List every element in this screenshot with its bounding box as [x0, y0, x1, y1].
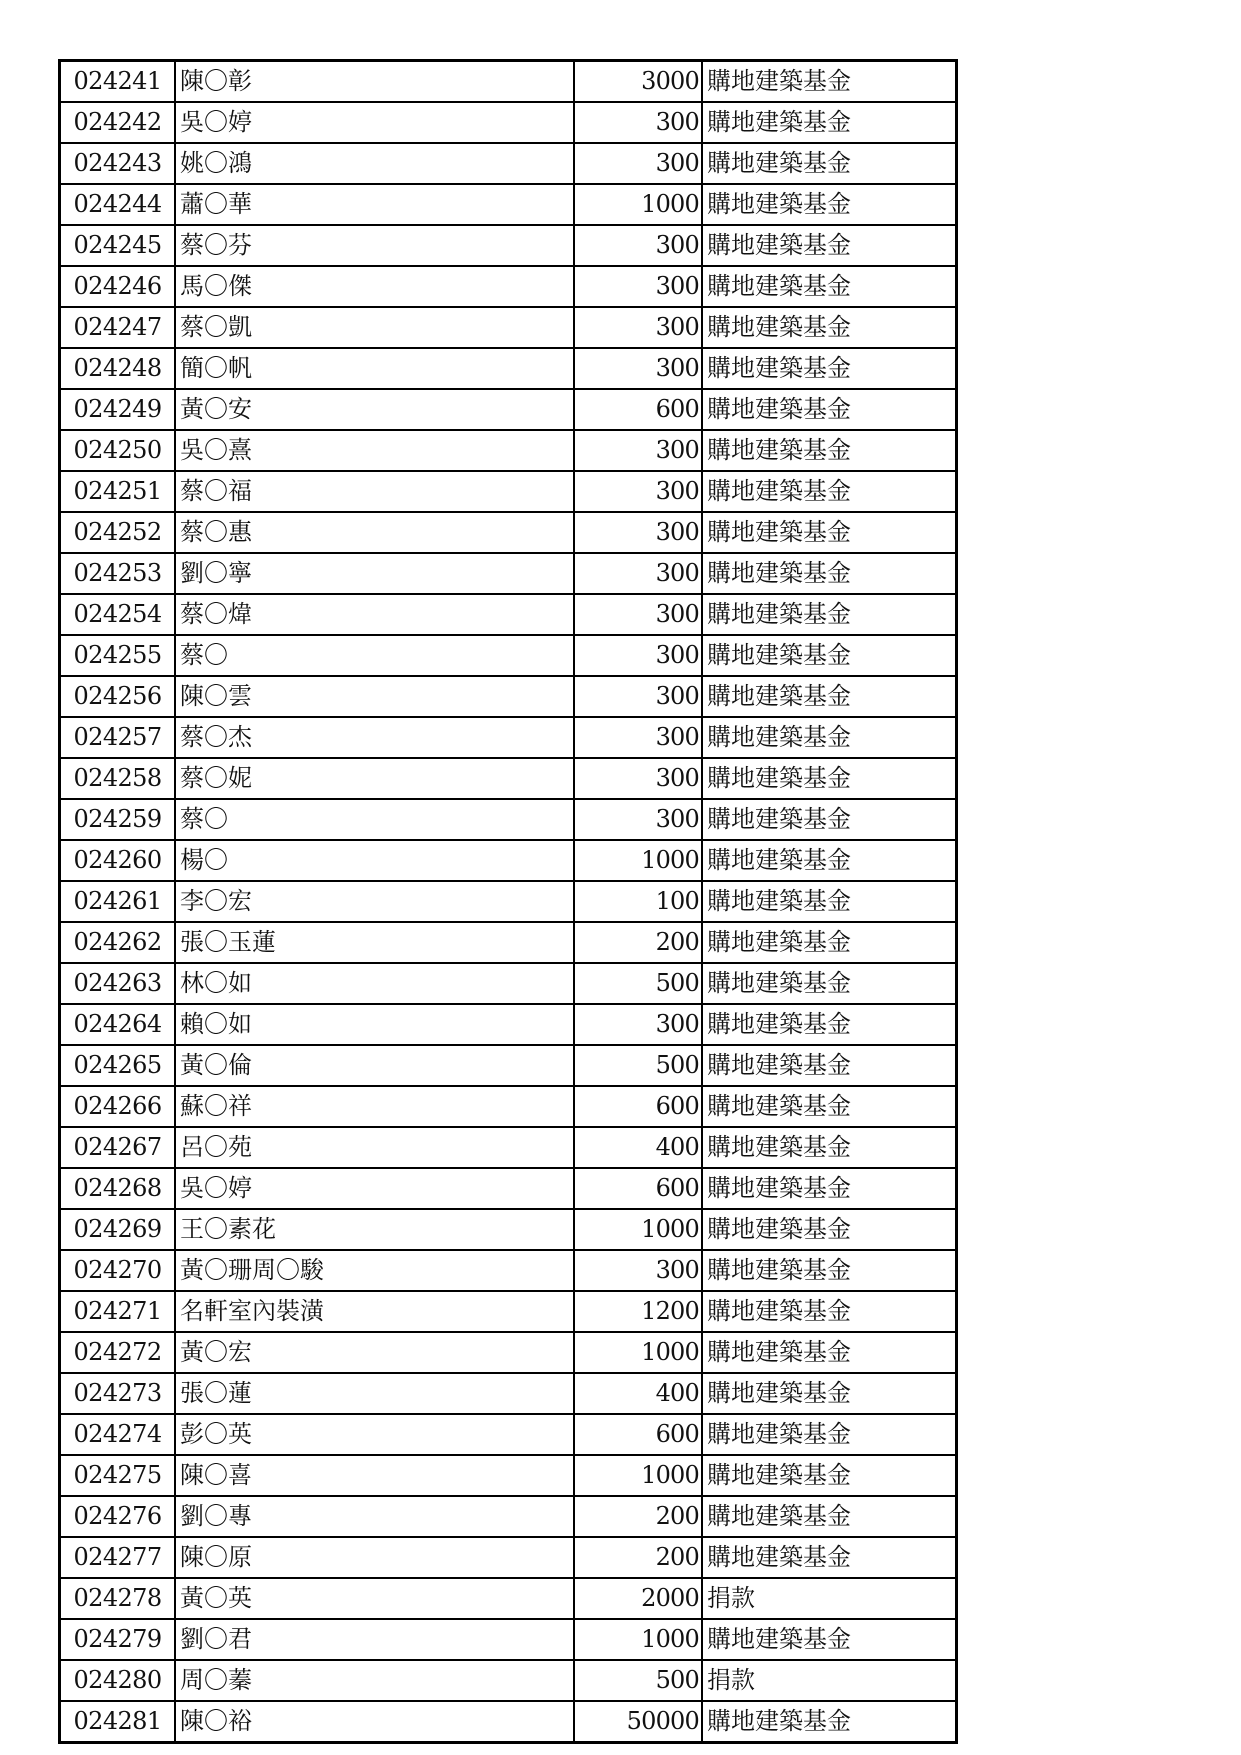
donation-purpose-cell: 購地建築基金: [702, 389, 957, 430]
donation-amount-cell: 300: [574, 471, 702, 512]
table-row: [60, 1291, 957, 1332]
table-row: [60, 1168, 957, 1209]
donation-amount-cell: 300: [574, 102, 702, 143]
donation-purpose-cell: 捐款: [702, 1660, 957, 1701]
receipt-number-cell: 024250: [60, 430, 176, 471]
donation-purpose-cell: 購地建築基金: [702, 799, 957, 840]
table-row: [60, 922, 957, 963]
donor-name-cell: 蔡〇福: [175, 471, 574, 512]
donor-name-cell: 李〇宏: [175, 881, 574, 922]
donor-name-cell: 馬〇傑: [175, 266, 574, 307]
table-row: [60, 1373, 957, 1414]
donation-purpose-cell: 購地建築基金: [702, 102, 957, 143]
donation-amount-cell: 600: [574, 1086, 702, 1127]
donation-amount-cell: 1000: [574, 1455, 702, 1496]
donation-purpose-cell: 購地建築基金: [702, 471, 957, 512]
donation-purpose-cell: 購地建築基金: [702, 61, 957, 103]
table-row: [60, 1578, 957, 1619]
table-row: [60, 1332, 957, 1373]
donor-name-cell: 蔡〇惠: [175, 512, 574, 553]
donation-purpose-cell: 購地建築基金: [702, 225, 957, 266]
donor-name-cell: 陳〇彰: [175, 61, 574, 103]
donation-amount-cell: 300: [574, 225, 702, 266]
receipt-number-cell: 024247: [60, 307, 176, 348]
receipt-number-cell: 024273: [60, 1373, 176, 1414]
donation-amount-cell: 300: [574, 348, 702, 389]
receipt-number-cell: 024281: [60, 1701, 176, 1743]
donation-amount-cell: 1000: [574, 840, 702, 881]
receipt-number-cell: 024277: [60, 1537, 176, 1578]
donation-purpose-cell: 購地建築基金: [702, 1250, 957, 1291]
donation-amount-cell: 1000: [574, 1619, 702, 1660]
donation-purpose-cell: 購地建築基金: [702, 840, 957, 881]
donation-amount-cell: 300: [574, 1004, 702, 1045]
donor-name-cell: 蔡〇煒: [175, 594, 574, 635]
donation-amount-cell: 50000: [574, 1701, 702, 1743]
donation-amount-cell: 2000: [574, 1578, 702, 1619]
donation-amount-cell: 400: [574, 1373, 702, 1414]
donation-amount-cell: 300: [574, 266, 702, 307]
table-row: [60, 266, 957, 307]
table-row: [60, 471, 957, 512]
receipt-number-cell: 024264: [60, 1004, 176, 1045]
donation-purpose-cell: 購地建築基金: [702, 635, 957, 676]
table-row: [60, 1619, 957, 1660]
donor-name-cell: 吳〇熹: [175, 430, 574, 471]
donor-name-cell: 張〇玉蓮: [175, 922, 574, 963]
receipt-number-cell: 024243: [60, 143, 176, 184]
donor-name-cell: 楊〇: [175, 840, 574, 881]
receipt-number-cell: 024245: [60, 225, 176, 266]
donation-purpose-cell: 購地建築基金: [702, 553, 957, 594]
receipt-number-cell: 024276: [60, 1496, 176, 1537]
donation-purpose-cell: 購地建築基金: [702, 594, 957, 635]
receipt-number-cell: 024265: [60, 1045, 176, 1086]
receipt-number-cell: 024269: [60, 1209, 176, 1250]
donation-ledger-table: [58, 59, 958, 1744]
donation-purpose-cell: 購地建築基金: [702, 1004, 957, 1045]
donation-purpose-cell: 購地建築基金: [702, 1045, 957, 1086]
donor-name-cell: 黃〇珊周〇駿: [175, 1250, 574, 1291]
table-row: [60, 758, 957, 799]
receipt-number-cell: 024278: [60, 1578, 176, 1619]
table-row: [60, 1496, 957, 1537]
donation-amount-cell: 300: [574, 512, 702, 553]
donation-amount-cell: 300: [574, 799, 702, 840]
donation-amount-cell: 300: [574, 758, 702, 799]
receipt-number-cell: 024255: [60, 635, 176, 676]
receipt-number-cell: 024280: [60, 1660, 176, 1701]
donor-name-cell: 林〇如: [175, 963, 574, 1004]
donor-name-cell: 陳〇裕: [175, 1701, 574, 1743]
donation-purpose-cell: 購地建築基金: [702, 1086, 957, 1127]
donation-amount-cell: 200: [574, 1496, 702, 1537]
donation-purpose-cell: 購地建築基金: [702, 963, 957, 1004]
receipt-number-cell: 024259: [60, 799, 176, 840]
donation-purpose-cell: 購地建築基金: [702, 1619, 957, 1660]
donation-amount-cell: 300: [574, 635, 702, 676]
receipt-number-cell: 024262: [60, 922, 176, 963]
table-row: [60, 553, 957, 594]
receipt-number-cell: 024254: [60, 594, 176, 635]
donor-name-cell: 蔡〇妮: [175, 758, 574, 799]
table-row: [60, 348, 957, 389]
donor-name-cell: 蔡〇: [175, 799, 574, 840]
table-row: [60, 1701, 957, 1743]
donation-purpose-cell: 購地建築基金: [702, 1455, 957, 1496]
receipt-number-cell: 024258: [60, 758, 176, 799]
table-row: [60, 594, 957, 635]
donation-amount-cell: 1000: [574, 1332, 702, 1373]
receipt-number-cell: 024244: [60, 184, 176, 225]
table-row: [60, 307, 957, 348]
donation-purpose-cell: 購地建築基金: [702, 430, 957, 471]
donation-purpose-cell: 購地建築基金: [702, 1373, 957, 1414]
donation-amount-cell: 600: [574, 1414, 702, 1455]
donor-name-cell: 周〇蓁: [175, 1660, 574, 1701]
donation-purpose-cell: 購地建築基金: [702, 717, 957, 758]
donation-purpose-cell: 購地建築基金: [702, 881, 957, 922]
table-row: [60, 430, 957, 471]
table-row: [60, 1414, 957, 1455]
donation-purpose-cell: 購地建築基金: [702, 1496, 957, 1537]
donation-amount-cell: 300: [574, 553, 702, 594]
donor-name-cell: 劉〇君: [175, 1619, 574, 1660]
donor-name-cell: 陳〇原: [175, 1537, 574, 1578]
table-row: [60, 102, 957, 143]
receipt-number-cell: 024270: [60, 1250, 176, 1291]
donor-name-cell: 蕭〇華: [175, 184, 574, 225]
donation-amount-cell: 500: [574, 1045, 702, 1086]
receipt-number-cell: 024252: [60, 512, 176, 553]
donation-purpose-cell: 購地建築基金: [702, 922, 957, 963]
donation-amount-cell: 300: [574, 143, 702, 184]
receipt-number-cell: 024241: [60, 61, 176, 103]
donor-name-cell: 呂〇苑: [175, 1127, 574, 1168]
receipt-number-cell: 024256: [60, 676, 176, 717]
donation-purpose-cell: 購地建築基金: [702, 1414, 957, 1455]
table-row: [60, 1455, 957, 1496]
donation-purpose-cell: 購地建築基金: [702, 1127, 957, 1168]
receipt-number-cell: 024253: [60, 553, 176, 594]
donation-amount-cell: 500: [574, 1660, 702, 1701]
receipt-number-cell: 024249: [60, 389, 176, 430]
receipt-number-cell: 024242: [60, 102, 176, 143]
receipt-number-cell: 024279: [60, 1619, 176, 1660]
donation-amount-cell: 600: [574, 389, 702, 430]
donor-name-cell: 黃〇安: [175, 389, 574, 430]
donor-name-cell: 蔡〇芬: [175, 225, 574, 266]
donor-name-cell: 蘇〇祥: [175, 1086, 574, 1127]
donation-purpose-cell: 購地建築基金: [702, 307, 957, 348]
donation-purpose-cell: 購地建築基金: [702, 676, 957, 717]
donation-purpose-cell: 購地建築基金: [702, 1168, 957, 1209]
table-row: [60, 143, 957, 184]
table-row: [60, 1537, 957, 1578]
table-row: [60, 389, 957, 430]
donor-name-cell: 黃〇倫: [175, 1045, 574, 1086]
receipt-number-cell: 024248: [60, 348, 176, 389]
donor-name-cell: 蔡〇杰: [175, 717, 574, 758]
table-row: [60, 676, 957, 717]
donation-amount-cell: 300: [574, 676, 702, 717]
donation-purpose-cell: 購地建築基金: [702, 758, 957, 799]
table-row: [60, 1209, 957, 1250]
table-row: [60, 635, 957, 676]
receipt-number-cell: 024251: [60, 471, 176, 512]
donation-amount-cell: 200: [574, 922, 702, 963]
donor-name-cell: 賴〇如: [175, 1004, 574, 1045]
receipt-number-cell: 024271: [60, 1291, 176, 1332]
donation-purpose-cell: 購地建築基金: [702, 266, 957, 307]
donation-amount-cell: 3000: [574, 61, 702, 103]
donation-amount-cell: 600: [574, 1168, 702, 1209]
donation-amount-cell: 1000: [574, 184, 702, 225]
table-row: [60, 717, 957, 758]
donation-amount-cell: 1200: [574, 1291, 702, 1332]
table-row: [60, 881, 957, 922]
donor-name-cell: 陳〇雲: [175, 676, 574, 717]
receipt-number-cell: 024257: [60, 717, 176, 758]
donor-name-cell: 名軒室內裝潢: [175, 1291, 574, 1332]
receipt-number-cell: 024268: [60, 1168, 176, 1209]
receipt-number-cell: 024266: [60, 1086, 176, 1127]
donation-purpose-cell: 購地建築基金: [702, 1291, 957, 1332]
donation-purpose-cell: 購地建築基金: [702, 348, 957, 389]
donor-name-cell: 蔡〇: [175, 635, 574, 676]
receipt-number-cell: 024246: [60, 266, 176, 307]
receipt-number-cell: 024267: [60, 1127, 176, 1168]
donation-amount-cell: 300: [574, 430, 702, 471]
donation-purpose-cell: 購地建築基金: [702, 1701, 957, 1743]
donor-name-cell: 簡〇帆: [175, 348, 574, 389]
donation-amount-cell: 200: [574, 1537, 702, 1578]
table-row: [60, 799, 957, 840]
donation-amount-cell: 300: [574, 594, 702, 635]
donation-amount-cell: 300: [574, 307, 702, 348]
donor-name-cell: 黃〇英: [175, 1578, 574, 1619]
table-row: [60, 61, 957, 103]
donor-name-cell: 張〇蓮: [175, 1373, 574, 1414]
donor-name-cell: 姚〇鴻: [175, 143, 574, 184]
donation-purpose-cell: 購地建築基金: [702, 1209, 957, 1250]
donation-amount-cell: 300: [574, 717, 702, 758]
donation-amount-cell: 500: [574, 963, 702, 1004]
table-row: [60, 1250, 957, 1291]
table-row: [60, 184, 957, 225]
table-row: [60, 963, 957, 1004]
donation-purpose-cell: 捐款: [702, 1578, 957, 1619]
receipt-number-cell: 024261: [60, 881, 176, 922]
table-row: [60, 1127, 957, 1168]
donor-name-cell: 吳〇婷: [175, 1168, 574, 1209]
donor-name-cell: 吳〇婷: [175, 102, 574, 143]
receipt-number-cell: 024275: [60, 1455, 176, 1496]
donation-purpose-cell: 購地建築基金: [702, 184, 957, 225]
donation-amount-cell: 300: [574, 1250, 702, 1291]
donation-purpose-cell: 購地建築基金: [702, 143, 957, 184]
receipt-number-cell: 024274: [60, 1414, 176, 1455]
donation-amount-cell: 1000: [574, 1209, 702, 1250]
donation-purpose-cell: 購地建築基金: [702, 512, 957, 553]
donor-name-cell: 蔡〇凱: [175, 307, 574, 348]
donation-ledger-body: [60, 61, 957, 1743]
table-row: [60, 1660, 957, 1701]
donation-amount-cell: 400: [574, 1127, 702, 1168]
table-row: [60, 1045, 957, 1086]
donor-name-cell: 彭〇英: [175, 1414, 574, 1455]
receipt-number-cell: 024272: [60, 1332, 176, 1373]
donation-purpose-cell: 購地建築基金: [702, 1332, 957, 1373]
table-row: [60, 1004, 957, 1045]
donor-name-cell: 黃〇宏: [175, 1332, 574, 1373]
donor-name-cell: 劉〇寧: [175, 553, 574, 594]
donor-name-cell: 陳〇喜: [175, 1455, 574, 1496]
donation-amount-cell: 100: [574, 881, 702, 922]
table-row: [60, 225, 957, 266]
donor-name-cell: 劉〇專: [175, 1496, 574, 1537]
receipt-number-cell: 024263: [60, 963, 176, 1004]
table-row: [60, 1086, 957, 1127]
receipt-number-cell: 024260: [60, 840, 176, 881]
table-row: [60, 840, 957, 881]
donor-name-cell: 王〇素花: [175, 1209, 574, 1250]
table-row: [60, 512, 957, 553]
donation-purpose-cell: 購地建築基金: [702, 1537, 957, 1578]
